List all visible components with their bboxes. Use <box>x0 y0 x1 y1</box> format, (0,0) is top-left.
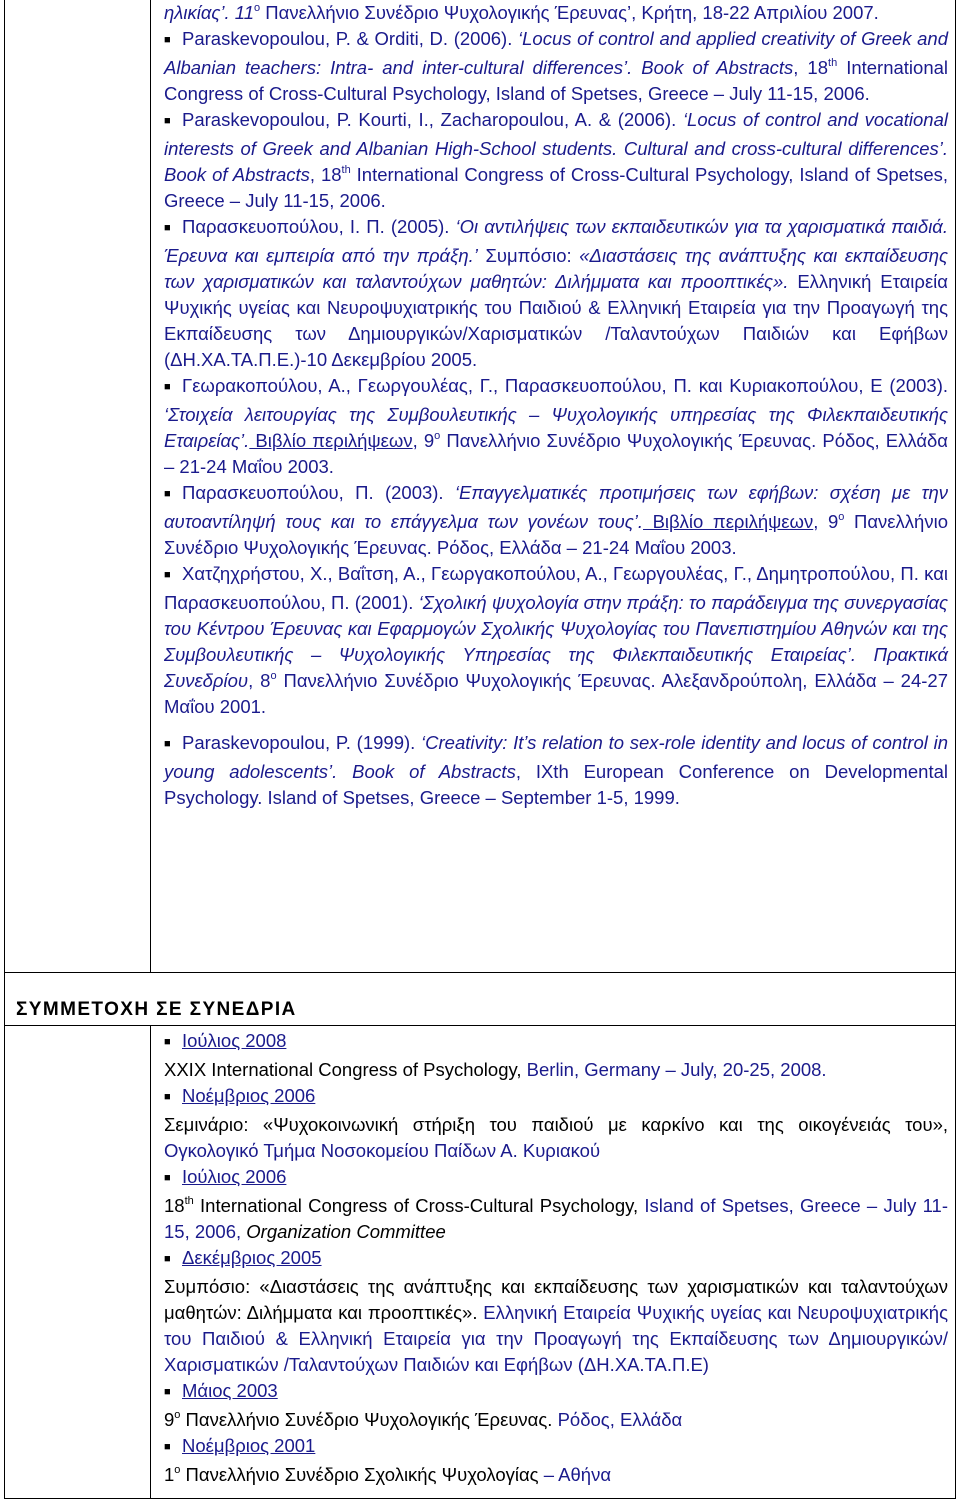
conference-date-label: Ιούλιος 2008 <box>182 1030 287 1051</box>
conference-description <box>164 1274 948 1378</box>
bullet-icon: ■ <box>164 1441 171 1453</box>
text-run: Παρασκευοπούλου, Π. (2003). <box>182 482 455 503</box>
text-run: ‘Locus of control and applied creativity of Greek and Albanian teachers: Intra- and inter-cultural differences’. <box>164 28 948 78</box>
text-run: Πρακτικά Συνεδρίου <box>164 644 949 691</box>
section-title-conference-participation: ΣΥΜΜΕΤΟΧΗ ΣΕ ΣΥΝΕΔΡΙΑ <box>16 999 297 1020</box>
text-run: International Congress of Cross-Cultural Psychology, Island of Spetses, Greece – July 11-15, 2006. <box>164 57 949 104</box>
text-run: th <box>828 57 838 69</box>
row-divider <box>4 972 955 973</box>
row-divider <box>4 1025 955 1026</box>
text-run: ο <box>174 1409 181 1421</box>
publication-entry <box>164 26 948 107</box>
conference-description <box>164 1193 948 1245</box>
conference-date-label: Ιούλιος 2006 <box>182 1166 287 1187</box>
column-divider <box>150 1025 151 1498</box>
text-run: Πανελλήνιο Συνέδριο Ψυχολογικής Έρευνας. Αλεξανδρούπολη, Ελλάδα – 24-27 Μαΐου 2001. <box>164 670 948 717</box>
text-run: International Congress of Cross-Cultural Psychology, Island of Spetses, Greece – July 11-15, 2006. <box>164 164 949 211</box>
text-run: Book of Abstracts <box>337 761 516 782</box>
text-run: ο <box>270 670 277 682</box>
publication-entry <box>164 214 948 373</box>
publications-list <box>164 0 948 811</box>
text-run: «Διαστάσεις της ανάπτυξης και εκπαίδευσης των χαρισματικών και ταλαντούχων μαθητών: Διλήμματα και προοπτικές». <box>164 245 949 292</box>
text-run: – Αθήνα <box>543 1464 612 1485</box>
text-run: , 9 <box>412 430 435 451</box>
conference-description <box>164 1112 948 1164</box>
text-run: 18 <box>164 1195 185 1216</box>
bullet-icon: ■ <box>164 34 171 46</box>
text-run: ‘Creativity: It’s relation to sex-role identity and locus of control in young adolescents’. <box>164 732 948 782</box>
text-run: ηλικίας’. 11 <box>164 2 254 23</box>
text-run: Βιβλίο περιλήψεων <box>643 511 814 532</box>
text-run: , 9 <box>813 511 839 532</box>
conference-description <box>164 1462 948 1488</box>
column-divider <box>150 0 151 972</box>
text-run: Σεμινάριο: «Ψυχοκοινωνική στήριξη του παιδιού με καρκίνο και της οικογένειάς του», <box>164 1114 948 1135</box>
text-run: Πανελλήνιο Συνέδριο Ψυχολογικής Έρευνας. Ρόδος, Ελλάδα – 21-24 Μαΐου 2003. <box>164 430 949 477</box>
text-run: Συμπόσιο: <box>477 245 580 266</box>
bullet-icon: ■ <box>164 1253 171 1265</box>
conference-date <box>164 1378 948 1407</box>
bullet-icon: ■ <box>164 1036 171 1048</box>
text-run: Paraskevopoulou, P. & Orditi, D. (2006). <box>182 28 519 49</box>
bullet-icon: ■ <box>164 738 171 750</box>
text-run: ‘Στοιχεία λειτουργίας της Συμβουλευτικής – Ψυχολογικής υπηρεσίας της Φιλεκπαιδευτικής Εταιρείας’. <box>164 404 948 451</box>
text-run: Ρόδος, Ελλάδα <box>557 1409 683 1430</box>
conference-date-label: Δεκέμβριος 2005 <box>182 1247 322 1268</box>
text-run: ο <box>174 1464 181 1476</box>
text-run: Organization Committee <box>246 1221 446 1242</box>
text-run: Πανελλήνιο Συνέδριο Ψυχολογικής Έρευνας’, Κρήτη, 18-22 Απριλίου 2007. <box>260 2 879 23</box>
text-run: ‘Σχολική ψυχολογία στην πράξη: το παράδειγμα της συνεργασίας του Κέντρου Έρευνας και Εφαρμογών Σχολικής Ψυχολογίας του Πανεπιστημίου Αθηνών και της Συμβουλευτικής – Ψυχολογικής Υπηρεσίας της Φιλεκπαιδευτικής Εταιρείας’. <box>164 592 948 665</box>
text-run: ‘Locus of control and vocational interests of Greek and Albanian High-School students. Cultural and cross-cultural differences’. <box>164 109 948 159</box>
text-run: Paraskevopoulou, P. Kourti, I., Zacharopoulou, A. & (2006). <box>182 109 683 130</box>
text-run: Συμπόσιο: <box>164 1276 260 1297</box>
conference-date <box>164 1028 948 1057</box>
text-run: , 18 <box>309 164 342 185</box>
text-run: Book of Abstracts <box>164 164 310 185</box>
text-run: Ελληνική Εταιρεία Ψυχικής υγείας και Νευροψυχιατρικής του Παιδιού & Ελληνική Εταιρεία για την Προαγωγή της Εκπαίδευσης των Δημιουργικών/Χαρισματικών /Ταλαντούχων Παιδιών και Εφήβων (ΔΗ.ΧΑ.ΤΑ.Π.Ε.)-10 Δεκεμβρίου 2005. <box>164 271 948 370</box>
text-run: , 8 <box>248 670 271 691</box>
text-run: ‘Επαγγελματικές προτιμήσεις των εφήβων: σχέση με την αυτοαντίληψή τους και το επάγγελμα των γονέων τους’. <box>164 482 948 532</box>
text-run: th <box>341 164 351 176</box>
text-run: Γεωρακοπούλου, Α., Γεωργουλέας, Γ., Παρασκευοπούλου, Π. και Κυριακοπούλου, Ε (2003). <box>182 375 948 396</box>
text-run: ο <box>434 430 441 442</box>
text-run: Βιβλίο περιλήψεων <box>249 430 413 451</box>
text-run: ‘Οι αντιλήψεις των εκπαιδευτικών για τα χαρισματικά παιδιά. Έρευνα και εμπειρία από την πράξη.’ <box>164 216 948 266</box>
text-run: Ελληνική Εταιρεία Ψυχικής υγείας και Νευροψυχιατρικής του Παιδιού & Ελληνική Εταιρεία για την Προαγωγή της Εκπαίδευσης των Δημιουργικών/Χαρισματικών /Ταλαντούχων Παιδιών και Εφήβων (ΔΗ.ΧΑ.ΤΑ.Π.Ε) <box>164 1302 948 1375</box>
conference-date <box>164 1245 948 1274</box>
bullet-icon: ■ <box>164 222 171 234</box>
conference-date-label: Νοέμβριος 2006 <box>182 1085 316 1106</box>
publication-entry <box>164 561 948 720</box>
text-run: Πανελλήνιο Συνέδριο Ψυχολογικής Έρευνας. <box>180 1409 558 1430</box>
bullet-icon: ■ <box>164 1386 171 1398</box>
publication-entry <box>164 0 948 26</box>
bullet-icon: ■ <box>164 488 171 500</box>
publication-entry <box>164 107 948 214</box>
text-run: Πανελλήνιο Συνέδριο Σχολικής Ψυχολογίας <box>180 1464 544 1485</box>
conference-date-label: Μάιος 2003 <box>182 1380 278 1401</box>
text-run: 1 <box>164 1464 175 1485</box>
text-run: XXIX International Congress of Psychology, <box>164 1059 527 1080</box>
text-run: Πανελλήνιο Συνέδριο Ψυχολογικής Έρευνας. Ρόδος, Ελλάδα – 21-24 Μαΐου 2003. <box>164 511 948 558</box>
conference-date <box>164 1433 948 1462</box>
conference-description <box>164 1407 948 1433</box>
bullet-icon: ■ <box>164 1172 171 1184</box>
text-run: ο <box>838 511 845 523</box>
text-run: Παρασκευοπούλου, Ι. Π. (2005). <box>182 216 456 237</box>
conference-date-label: Νοέμβριος 2001 <box>182 1435 316 1456</box>
publication-entry <box>164 730 948 811</box>
text-run: Ογκολογικό Τμήμα Νοσοκομείου Παίδων Α. Κυριακού <box>164 1140 601 1161</box>
text-run: Book of Abstracts <box>632 57 794 78</box>
text-run: Χατζηχρήστου, Χ., Βαΐτση, Α., Γεωργακοπούλου, Α., Γεωργουλέας, Γ., Δημητροπούλου, Π. και Παρασκευοπούλου, Π. (2001). <box>164 563 948 613</box>
text-run: Island of Spetses, Greece – July 11-15, 2006, <box>164 1195 948 1242</box>
bullet-icon: ■ <box>164 381 171 393</box>
bullet-icon: ■ <box>164 569 171 581</box>
text-run: International Congress of Cross-Cultural Psychology, <box>193 1195 645 1216</box>
text-run: «Διαστάσεις της ανάπτυξης και εκπαίδευσης των χαρισματικών και ταλαντούχων μαθητών: Διλήμματα και προοπτικές». <box>164 1276 948 1323</box>
conference-description <box>164 1057 948 1083</box>
text-run: , IXth European Conference on Developmental Psychology. Island of Spetses, Greece – September 1-5, 1999. <box>164 761 948 808</box>
text-run: ο <box>254 2 261 14</box>
text-run: Paraskevopoulou, P. (1999). <box>182 732 422 753</box>
conference-date <box>164 1164 948 1193</box>
bullet-icon: ■ <box>164 1091 171 1103</box>
text-run: th <box>184 1195 194 1207</box>
publication-entry <box>164 373 948 480</box>
text-run: 9 <box>164 1409 175 1430</box>
bullet-icon: ■ <box>164 115 171 127</box>
text-run: , 18 <box>793 57 829 78</box>
conference-date <box>164 1083 948 1112</box>
conference-list <box>164 1028 948 1488</box>
publication-entry <box>164 480 948 561</box>
text-run: Berlin, Germany – July, 20-25, 2008. <box>526 1059 827 1080</box>
